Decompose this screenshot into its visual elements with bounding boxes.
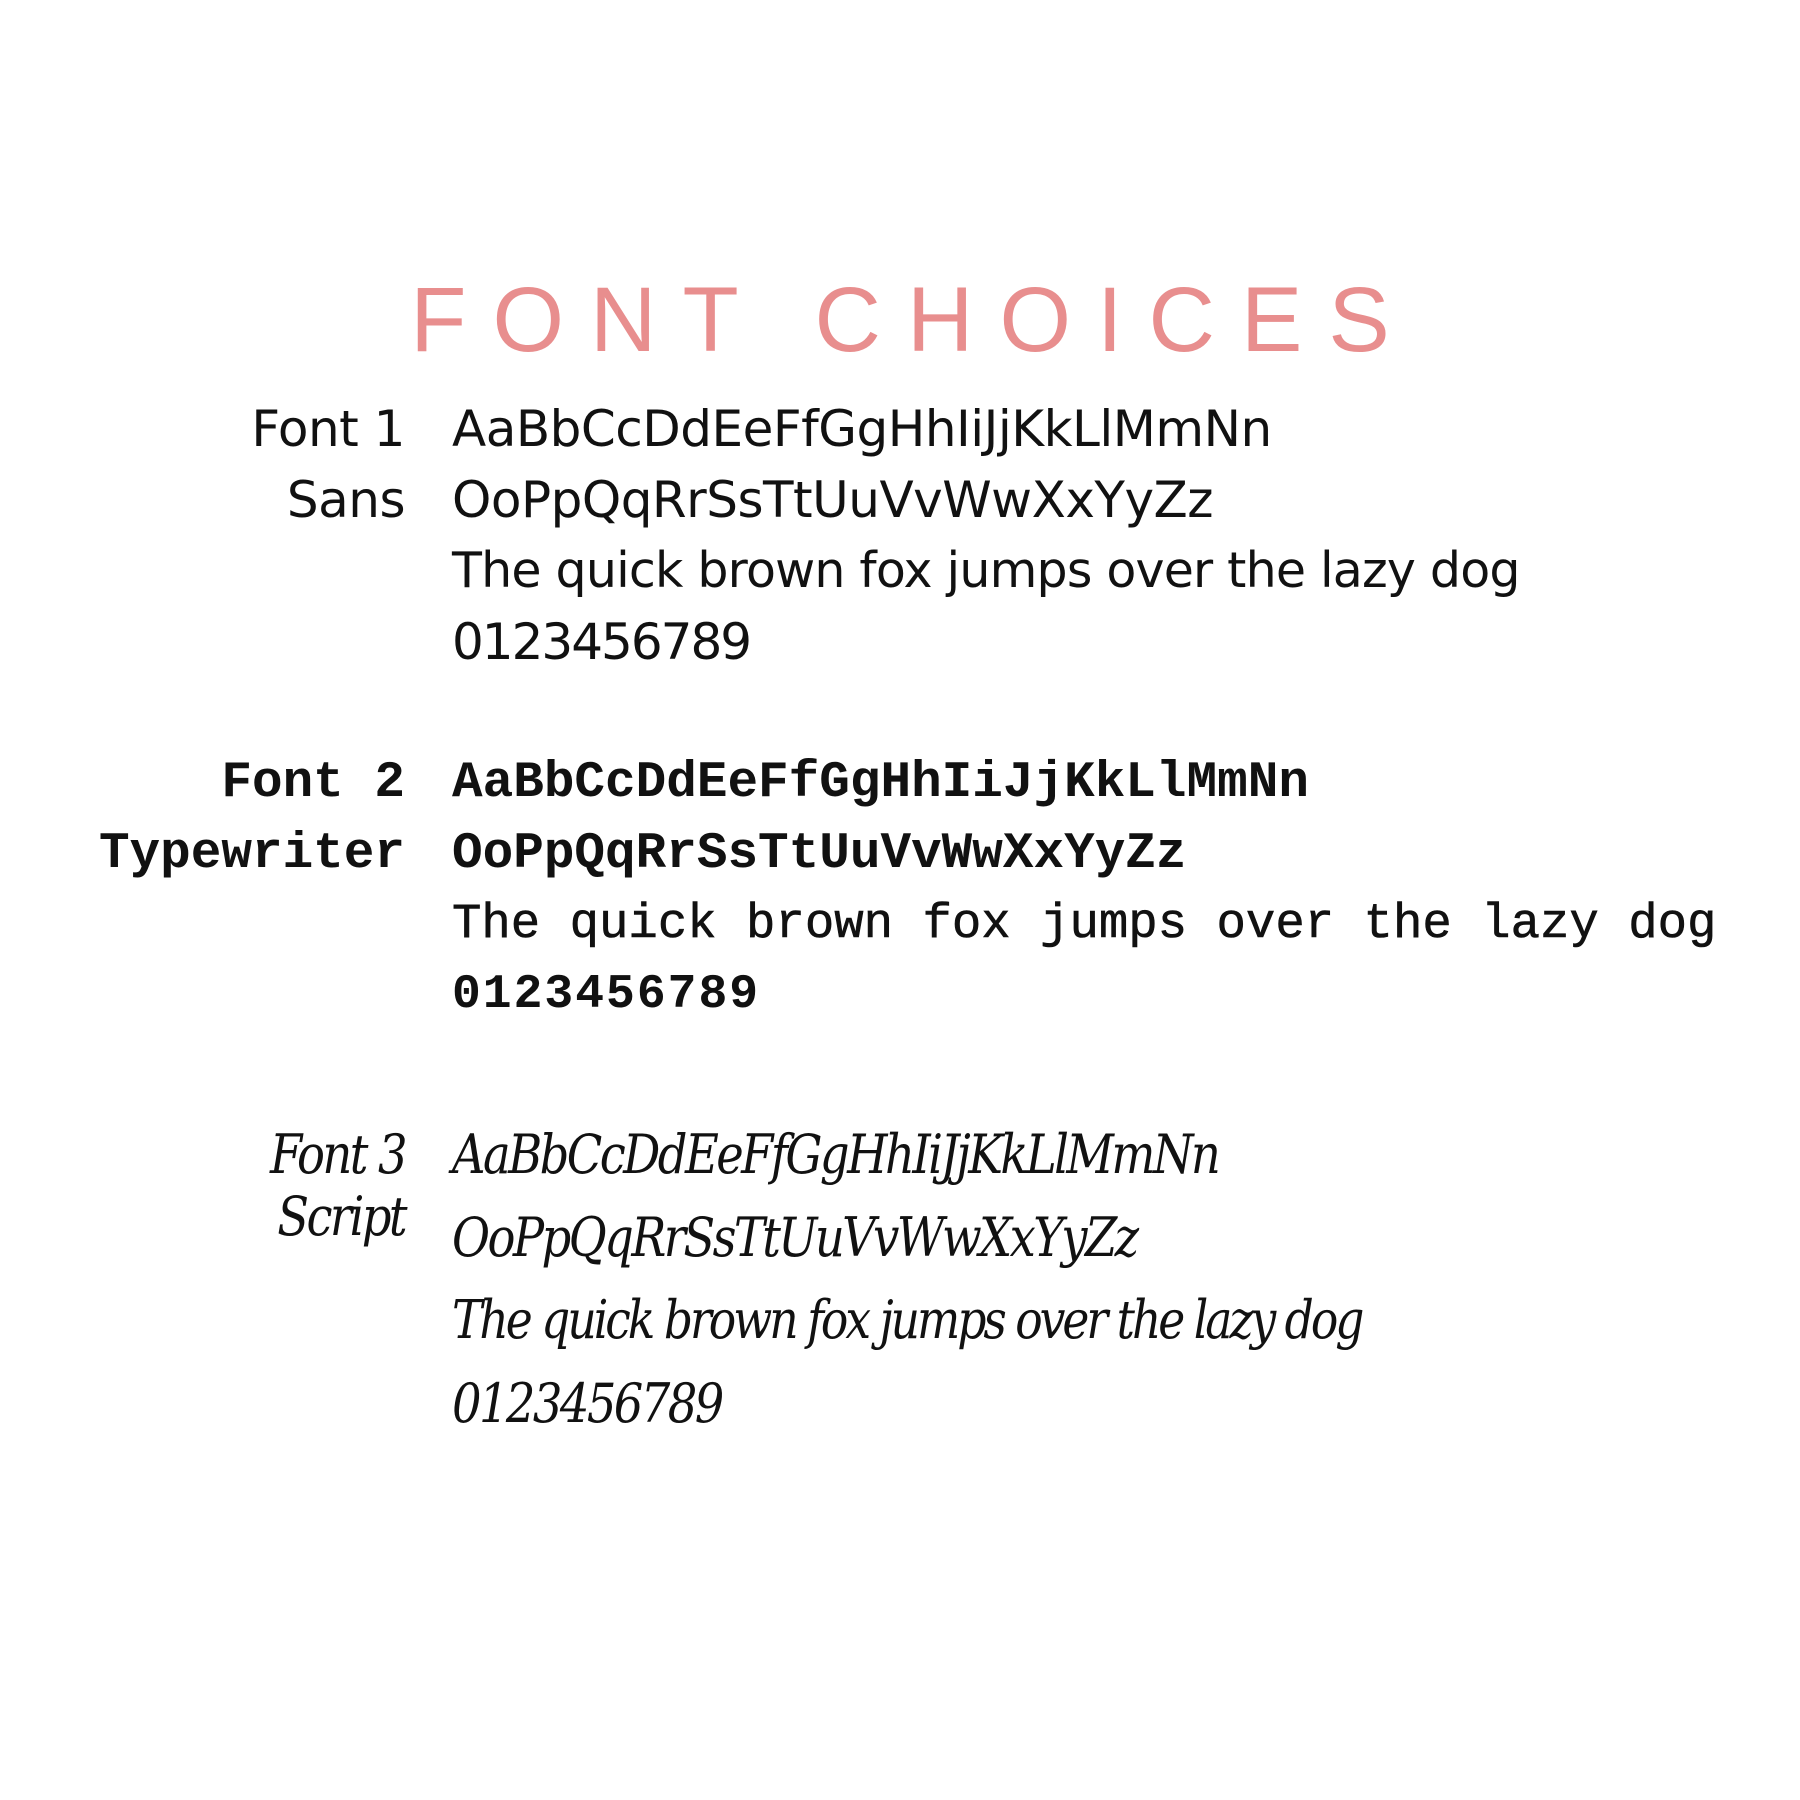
digits: 0123456789 xyxy=(452,1372,722,1435)
font-option-sans xyxy=(0,400,1800,704)
pangram: The quick brown fox jumps over the lazy dog xyxy=(452,896,1717,952)
pangram: The quick brown fox jumps over the lazy dog xyxy=(452,542,1520,599)
alphabet-row-1: AaBbCcDdEeFfGgHhIiJjKkLlMmNn xyxy=(452,755,1309,812)
alphabet-row-2: OoPpQqRrSsTtUuVvWwXxYyZz xyxy=(452,1206,1137,1269)
font-label xyxy=(0,1123,405,1252)
font-sample xyxy=(452,400,1782,688)
alphabet-row-2: OoPpQqRrSsTtUuVvWwXxYyZz xyxy=(452,826,1187,883)
font-name: Font 2 xyxy=(221,755,405,812)
font-sample xyxy=(452,755,1782,1042)
alphabet-row-1: AaBbCcDdEeFfGgHhIiJjKkLlMmNn xyxy=(452,1123,1219,1186)
font-label xyxy=(0,400,405,546)
font-option-typewriter xyxy=(0,755,1800,1058)
alphabet-row-1: AaBbCcDdEeFfGgHhIiJjKkLlMmNn xyxy=(452,400,1272,458)
alphabet-row-2: OoPpQqRrSsTtUuVvWwXxYyZz xyxy=(452,471,1214,529)
pangram: The quick brown fox jumps over the lazy dog xyxy=(452,1290,1362,1351)
digits: 0123456789 xyxy=(452,968,761,1022)
font-label xyxy=(0,755,405,900)
font-sample xyxy=(452,1123,1782,1460)
font-style-name: Script xyxy=(277,1185,405,1248)
page-title: FONT CHOICES xyxy=(410,268,1416,371)
font-name: Font 3 xyxy=(269,1123,405,1186)
digits: 0123456789 xyxy=(452,613,751,671)
font-style-name: Sans xyxy=(286,471,405,529)
font-style-name: Typewriter xyxy=(98,826,405,883)
font-name: Font 1 xyxy=(251,400,405,458)
font-option-script xyxy=(0,1123,1800,1468)
